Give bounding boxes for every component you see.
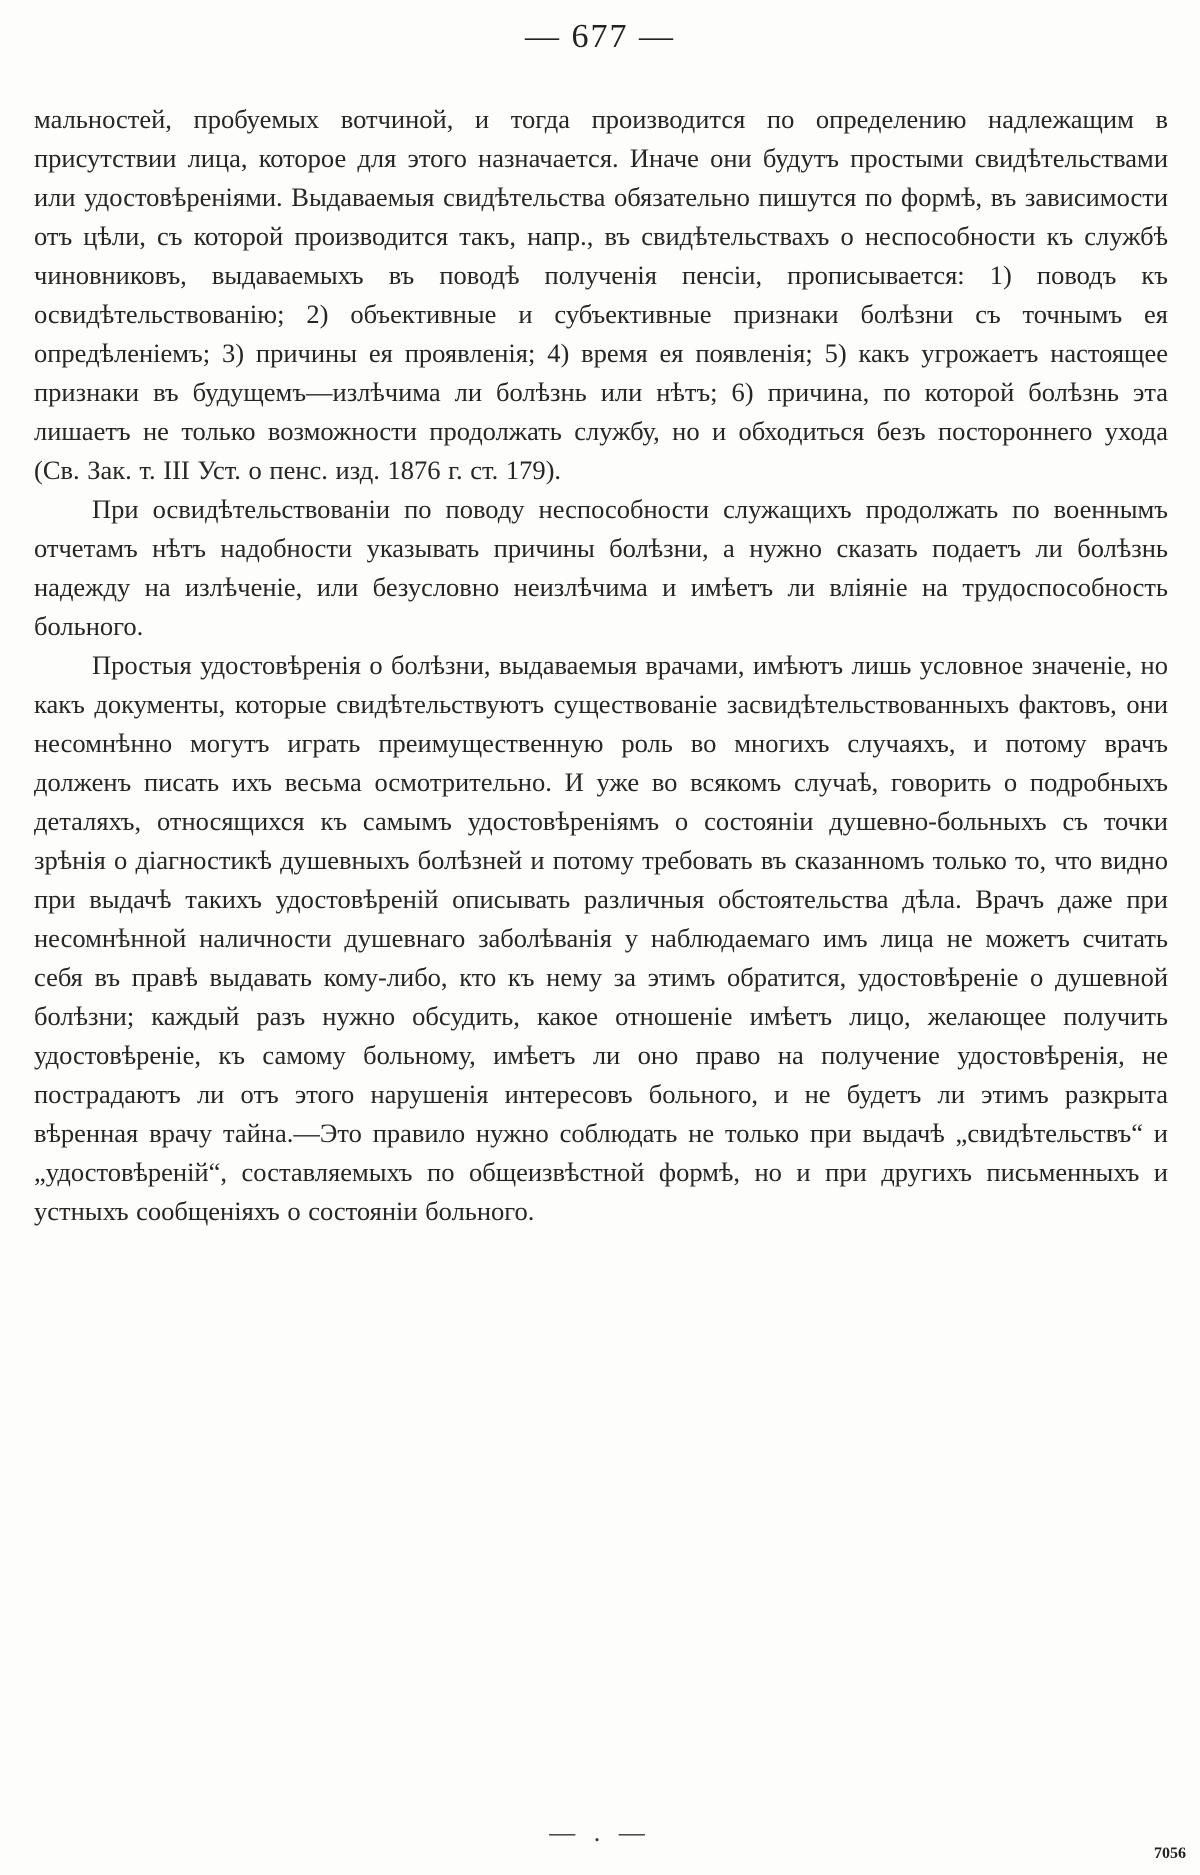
paragraph-3: Простыя удостовѣренія о болѣзни, выдаваемыя врачами, имѣютъ лишь условное значеніе, но какъ документы, которые свидѣтельствуютъ существованіе засвидѣтельствованныхъ фактовъ, они несомнѣнно могутъ играть преимущественную роль во многихъ случаяхъ, и потому врачъ долженъ писать ихъ весьма осмотрительно. И уже во всякомъ случаѣ, говорить о подробныхъ деталяхъ, относящихся къ самымъ удостовѣреніямъ о состояніи душевно-больныхъ съ точки зрѣнія о діагностикѣ душевныхъ болѣзней и потому требовать въ сказанномъ только то, что видно при выдачѣ такихъ удостовѣреній описывать различныя обстоятельства дѣла. Врачъ даже при несомнѣнной наличности душевнаго заболѣванія у наблюдаемаго имъ лица не можетъ считать себя въ правѣ выдавать кому-либо, кто къ нему за этимъ обратится, удостовѣреніе о душевной болѣзни; каждый разъ нужно обсудить, какое отношеніе имѣетъ лицо, желающее получить удостовѣреніе, къ самому больному, имѣетъ ли оно право на получение удостовѣренія, не пострадаютъ ли отъ этого нарушенія интересовъ больного, и не будетъ ли этимъ разкрыта вѣренная врачу тайна.—Это правило нужно соблюдать не только при выдачѣ „свидѣтельствъ“ и „удостовѣреній“, составляемыхъ по общеизвѣстной формѣ, но и при другихъ письменныхъ и устныхъ сообщеніяхъ о состояніи больного. [34,650,1168,1226]
footer-mark: — . — [549,1818,651,1847]
page-number: — 677 — [525,18,675,55]
body-text [34,100,1168,1231]
paragraph-2: При освидѣтельствованіи по поводу неспособности служащихъ продолжать по военнымъ отчетамъ нѣтъ надобности указывать причины болѣзни, а нужно сказать подаетъ ли болѣзнь надежду на излѣченіе, или безусловно неизлѣчима и имѣетъ ли вліяніе на трудоспособность больного. [34,494,1168,641]
paragraph-1: мальностей, пробуемых вотчиной, и тогда производится по определению надлежащим в присутствии лица, которое для этого назначается. Иначе они будутъ простыми свидѣтельствами или удостовѣреніями. Выдаваемыя свидѣтельства обязательно пишутся по формѣ, въ зависимости отъ цѣли, съ которой производится такъ, напр., въ свидѣтельствахъ о неспособности къ службѣ чиновниковъ, выдаваемыхъ въ поводѣ полученія пенсіи, прописывается: 1) поводъ къ освидѣтельствованію; 2) объективные и субъективные признаки болѣзни съ точнымъ ея опредѣленіемъ; 3) причины ея проявленія; 4) время ея появленія; 5) какъ угрожаетъ настоящее признаки въ будущемъ—излѣчима ли болѣзнь или нѣтъ; 6) причина, по которой болѣзнь эта лишаетъ не только возможности продолжать службу, но и обходиться безъ постороннего ухода (Св. Зак. т. III Уст. о пенс. изд. 1876 г. ст. 179). [34,104,1168,485]
corner-mark: 7056 [1154,1845,1186,1862]
